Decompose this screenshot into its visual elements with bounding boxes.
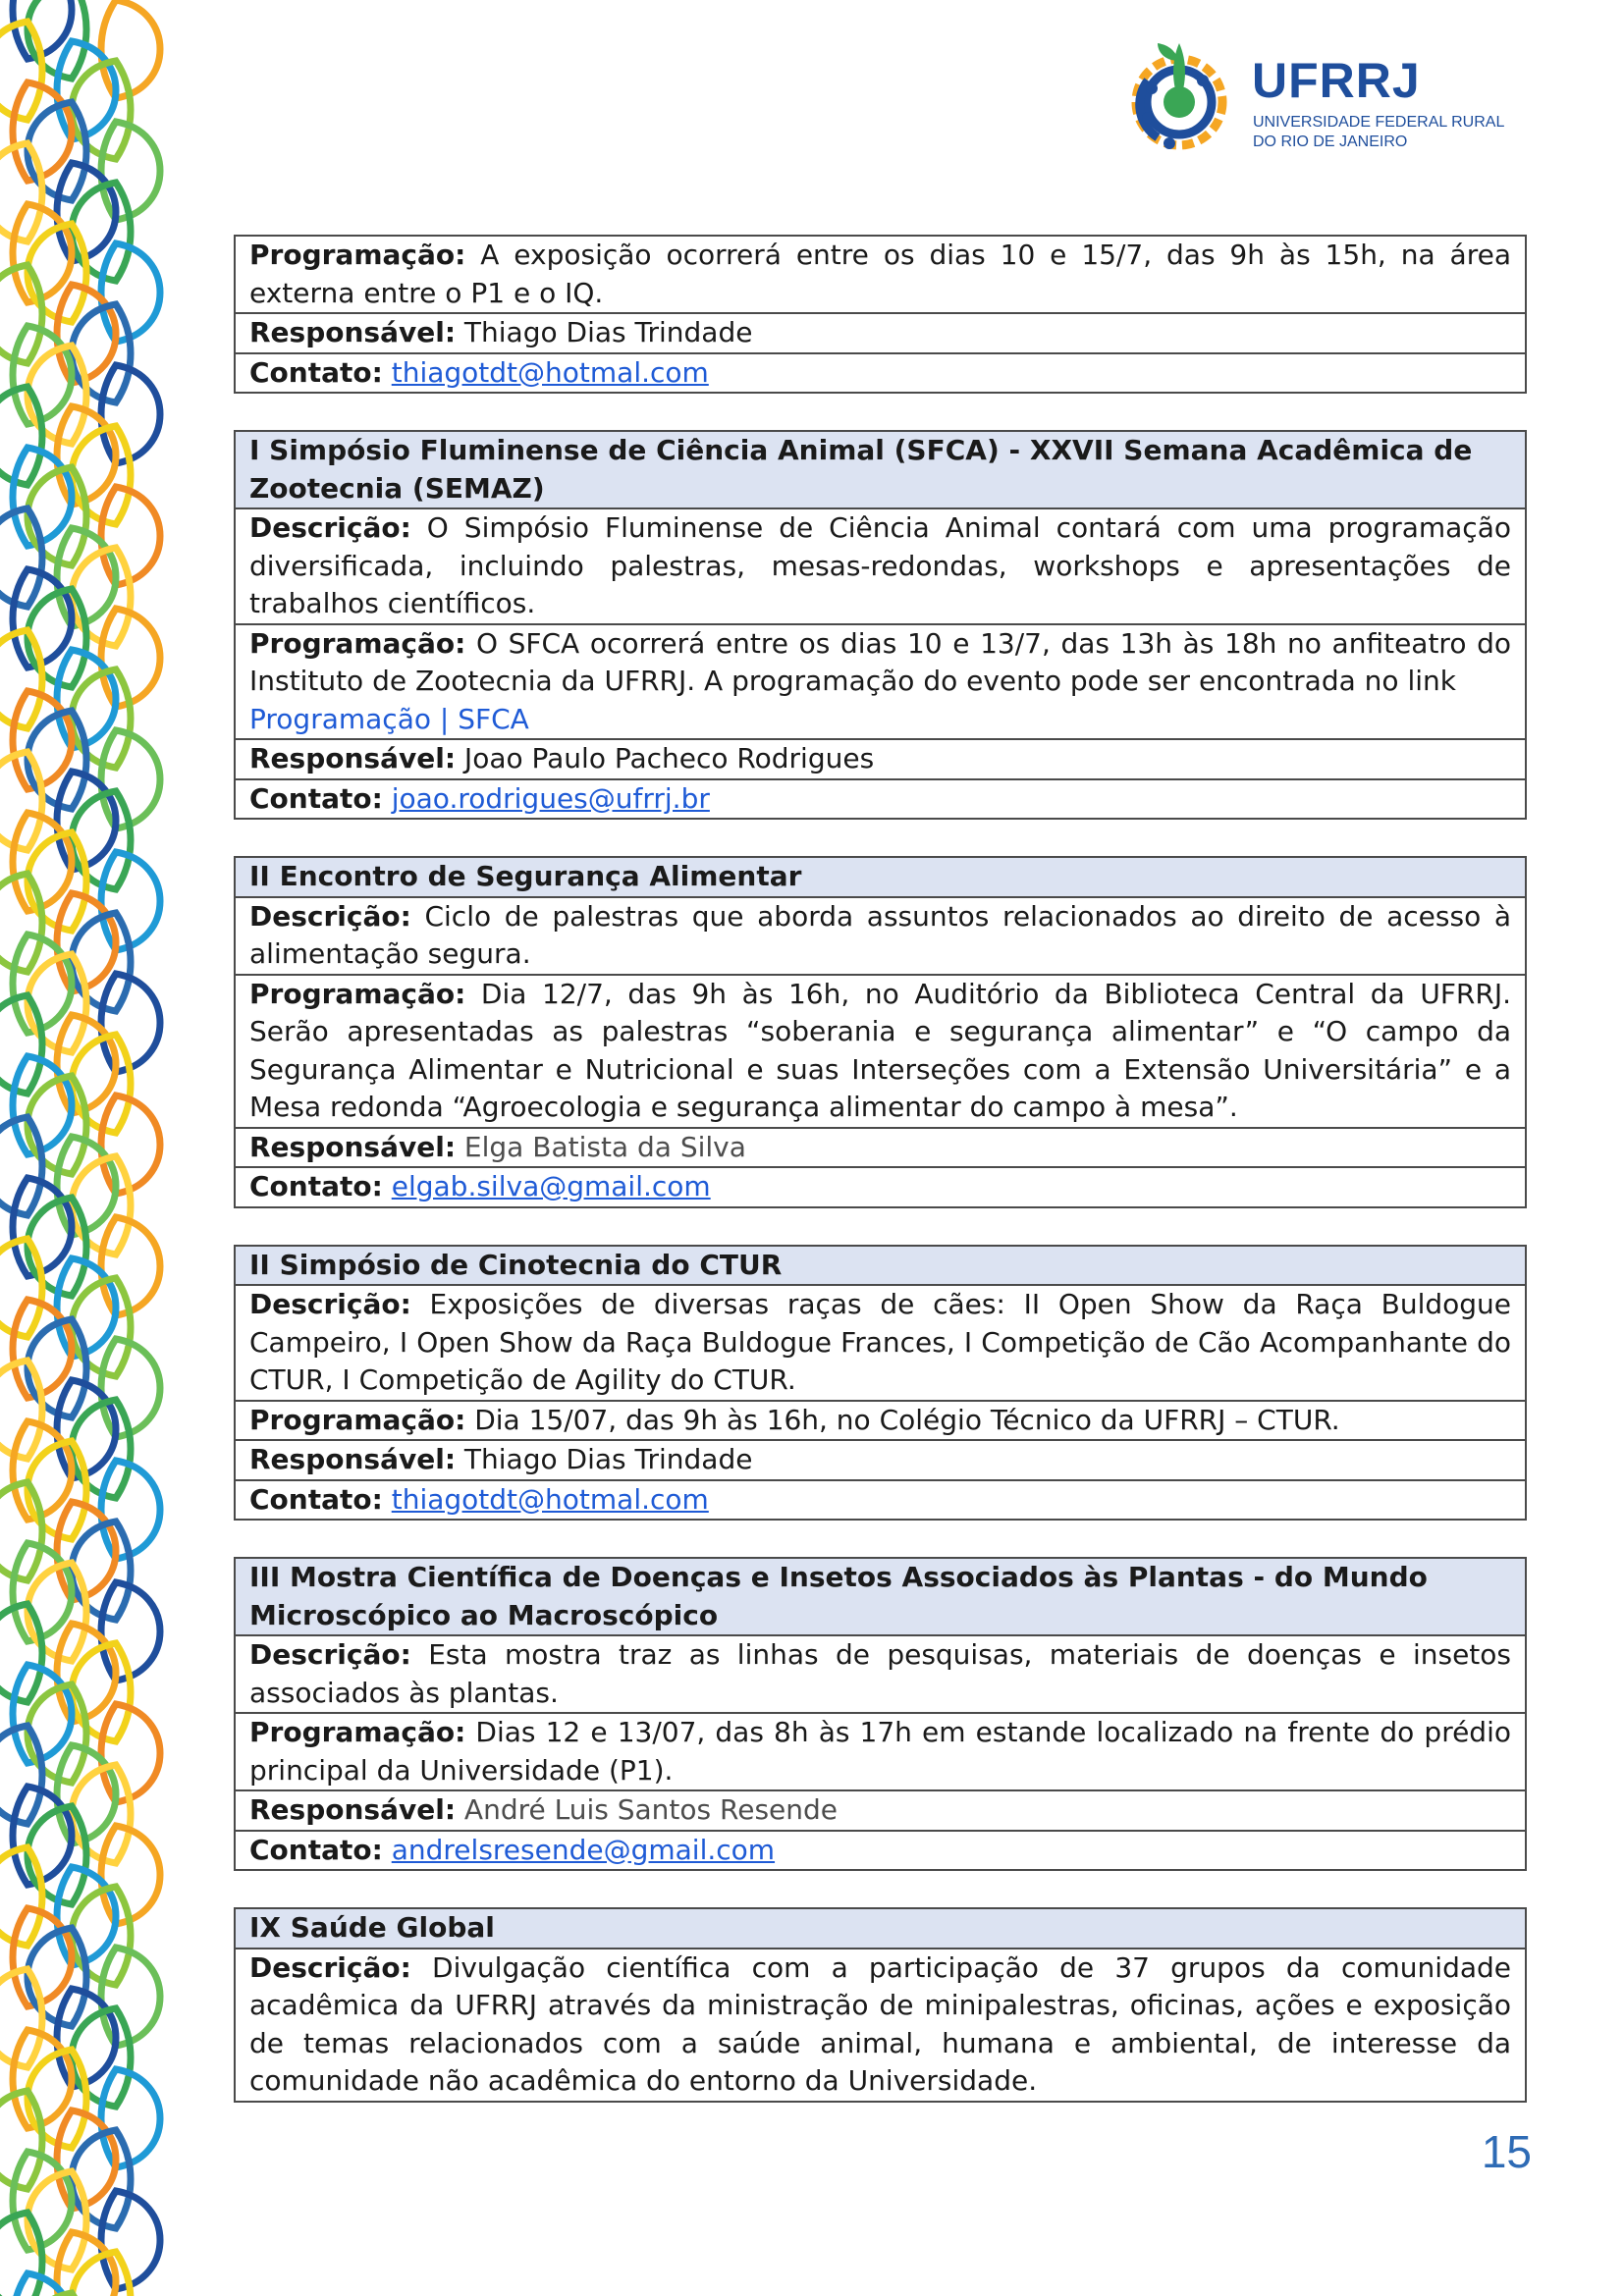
page-number: 15: [1481, 2126, 1532, 2177]
decorative-leaf: [101, 1339, 160, 1437]
decorative-leaf: [101, 730, 160, 828]
decorative-leaf: [27, 589, 86, 687]
events-list: [234, 235, 1527, 2139]
decorative-leaf: [57, 1502, 116, 1600]
decorative-leaf: [27, 1319, 86, 1417]
event-row-programacao: [236, 974, 1525, 1127]
decorative-leaf: [13, 2152, 72, 2250]
row-label: Responsável:: [249, 316, 457, 348]
decorative-leaf: [0, 630, 42, 728]
decorative-leaf: [0, 1361, 42, 1459]
decorative-leaf: [0, 22, 42, 120]
decorative-leaf: [72, 2008, 131, 2107]
event-title: I Simpósio Fluminense de Ciência Animal (SFCA) - XXVII Semana Acadêmica de Zootecnia (SEMAZ): [236, 432, 1525, 507]
event-row-responsavel: [236, 1789, 1525, 1830]
event-title: II Simpósio de Cinotecnia do CTUR: [236, 1247, 1525, 1285]
decorative-leaf: [57, 1989, 116, 2087]
decorative-leaf: [72, 1522, 131, 1620]
decorative-leaf: [101, 0, 160, 98]
event-row-responsavel: [236, 1439, 1525, 1479]
decorative-leaf: [101, 243, 160, 342]
event-row-programacao: [236, 1712, 1525, 1789]
decorative-leaf: [57, 2110, 116, 2209]
row-text: Esta mostra traz as linhas de pesquisas, materiais de doenças e insetos associados às plantas.: [249, 1638, 1511, 1709]
row-label: Programação:: [249, 1716, 466, 1748]
decorative-leaf: [13, 204, 72, 302]
decorative-leaf-border: [0, 0, 226, 2296]
event-row-contato: [236, 778, 1525, 819]
row-label: Descrição:: [249, 1288, 411, 1320]
decorative-leaf: [27, 1563, 86, 1661]
decorative-leaf: [72, 1887, 131, 1985]
decorative-leaf: [13, 1543, 72, 1641]
decorative-leaf: [0, 1239, 42, 1337]
row-label: Contato:: [249, 1482, 383, 1516]
decorative-leaf: [13, 1056, 72, 1154]
decorative-leaf: [57, 1015, 116, 1113]
decorative-leaf: [27, 832, 86, 931]
decorative-leaf: [57, 772, 116, 870]
contact-email-link[interactable]: elgab.silva@gmail.com: [391, 1170, 711, 1202]
row-text: Divulgação científica com a participação de 37 grupos da comunidade acadêmica da UFRRJ através da ministração de minipalestras, oficinas, ações e exposição de temas relacionados com a saúde animal, humana e ambiental, de interesse da comunidade não acadêmica do entorno da Universidade.: [249, 1950, 1511, 2097]
event-row-programacao: [236, 237, 1525, 312]
row-label: Contato:: [249, 355, 383, 389]
decorative-leaf: [13, 691, 72, 789]
decorative-leaf: [27, 711, 86, 809]
decorative-leaf: [27, 1928, 86, 2026]
decorative-leaf: [13, 1421, 72, 1520]
decorative-leaf: [0, 752, 42, 850]
decorative-leaf: [57, 650, 116, 748]
row-label: Responsável:: [249, 742, 457, 774]
decorative-leaf: [13, 1665, 72, 1763]
decorative-leaf: [0, 1969, 42, 2067]
decorative-leaf: [0, 1482, 42, 1580]
event-table: [234, 1245, 1527, 1522]
decorative-leaf: [101, 1095, 160, 1194]
decorative-leaf: [57, 285, 116, 383]
row-text: Exposições de diversas raças de cães: II Open Show da Raça Buldogue Campeiro, I Open Show da Raça Buldogue Frances, I Competição de Cão Acompanhante do CTUR, I Competição de Agility do CTUR.: [249, 1288, 1511, 1396]
row-label: Programação:: [249, 977, 466, 1010]
decorative-leaf: [27, 102, 86, 200]
decorative-leaf: [27, 1076, 86, 1174]
decorative-leaf: [57, 1258, 116, 1357]
decorative-leaf: [72, 548, 131, 646]
row-label: Descrição:: [249, 1950, 411, 1984]
event-table: [234, 430, 1527, 820]
decorative-leaf: [101, 1461, 160, 1559]
ufrrj-logo: [1114, 22, 1527, 169]
decorative-leaf: [101, 852, 160, 950]
row-text: A exposição ocorrerá entre os dias 10 e 15/7, das 9h às 15h, na área externa entre o P1 e o IQ.: [249, 239, 1511, 309]
decorative-leaf: [27, 2050, 86, 2148]
decorative-leaf: [0, 387, 42, 485]
event-title: III Mostra Científica de Doenças e Insetos Associados às Plantas - do Mundo Microscópico ao Macroscópico: [236, 1559, 1525, 1634]
decorative-leaf: [72, 669, 131, 768]
decorative-leaf: [72, 61, 131, 159]
decorative-leaf: [72, 1765, 131, 1863]
decorative-leaf: [57, 1624, 116, 1722]
row-label: Responsável:: [249, 1793, 457, 1826]
decorative-leaf: [72, 2130, 131, 2228]
logo-subtitle: UNIVERSIDADE FEDERAL RURAL DO RIO DE JANEIRO: [1253, 114, 1504, 150]
event-row-contato: [236, 1479, 1525, 1520]
decorative-leaf: [72, 304, 131, 402]
decorative-leaf: [57, 528, 116, 626]
row-label: Programação:: [249, 626, 466, 660]
row-label: Programação:: [249, 239, 466, 271]
event-row-descricao: [236, 1284, 1525, 1400]
row-text: Ciclo de palestras que aborda assuntos relacionados ao direito de acesso à alimentação segura.: [249, 899, 1511, 970]
decorative-leaf: [57, 1137, 116, 1235]
decorative-leaf: [57, 41, 116, 139]
decorative-leaf: [13, 326, 72, 424]
decorative-leaf: [57, 406, 116, 505]
decorative-leaf: [13, 1787, 72, 1885]
event-row-programacao: [236, 623, 1525, 739]
event-row-contato: [236, 1830, 1525, 1870]
row-text: O SFCA ocorrerá entre os dias 10 e 13/7, das 13h às 18h no anfiteatro do Instituto de Zootecnia da UFRRJ. A programação do evento pode ser encontrada no link: [249, 626, 1511, 697]
row-label: Responsável:: [249, 1443, 457, 1475]
decorative-leaf: [101, 1826, 160, 1924]
decorative-leaf: [27, 1441, 86, 1539]
decorative-leaf: [101, 609, 160, 707]
decorative-leaf: [13, 934, 72, 1033]
decorative-leaf: [57, 163, 116, 261]
event-row-responsavel: [236, 1127, 1525, 1167]
event-table: [234, 856, 1527, 1208]
row-text: Dia 12/7, das 9h às 16h, no Auditório da Biblioteca Central da UFRRJ. Serão apresentadas as palestras “soberania e segurança alimentar” e “O campo da Segurança Alimentar e Nutricional e suas Interseções com a Extensão Universitária” e a Mesa redonda “Agroecologia e segurança alimentar do campo à mesa”.: [249, 977, 1511, 1123]
logo-name: UFRRJ: [1252, 53, 1421, 108]
event-table: [234, 235, 1527, 394]
event-row-descricao: [236, 896, 1525, 974]
event-title: IX Saúde Global: [236, 1909, 1525, 1948]
event-row-descricao: [236, 1948, 1525, 2101]
event-row-responsavel: [236, 738, 1525, 778]
event-row-responsavel: [236, 312, 1525, 352]
decorative-leaf: [13, 569, 72, 667]
event-row-descricao: [236, 507, 1525, 623]
decorative-leaf: [72, 791, 131, 889]
row-text: Dia 15/07, das 9h às 16h, no Colégio Técnico da UFRRJ – CTUR.: [465, 1403, 1340, 1436]
decorative-leaf: [13, 1908, 72, 2006]
decorative-leaf: [27, 346, 86, 444]
decorative-leaf: [13, 1300, 72, 1398]
decorative-leaf: [57, 1867, 116, 1965]
contact-email-link[interactable]: thiagotdt@hotmal.com: [391, 355, 709, 389]
decorative-leaf: [57, 1380, 116, 1478]
decorative-leaf: [27, 1684, 86, 1783]
row-label: Contato:: [249, 1170, 383, 1202]
row-text: Dias 12 e 13/07, das 8h às 17h em estande localizado na frente do prédio principal da Universidade (P1).: [249, 1716, 1511, 1787]
decorative-leaf: [27, 1806, 86, 1904]
decorative-leaf: [0, 265, 42, 363]
decorative-leaf: [27, 1198, 86, 1296]
decorative-leaf: [0, 995, 42, 1094]
decorative-leaf: [0, 1604, 42, 1702]
event-table: [234, 1907, 1527, 2103]
row-label: Programação:: [249, 1403, 466, 1436]
contact-email-link[interactable]: thiagotdt@hotmal.com: [391, 1482, 709, 1516]
decorative-leaf: [57, 893, 116, 991]
event-row-contato: [236, 1166, 1525, 1206]
decorative-leaf: [72, 913, 131, 1011]
decorative-leaf: [27, 224, 86, 322]
decorative-leaf: [101, 2191, 160, 2289]
decorative-leaf: [0, 508, 42, 607]
row-label: Contato:: [249, 1833, 383, 1866]
decorative-leaf: [101, 974, 160, 1072]
decorative-leaf: [13, 1178, 72, 1276]
decorative-leaf: [72, 1156, 131, 1255]
decorative-leaf: [72, 183, 131, 281]
row-text: Elga Batista da Silva: [456, 1130, 746, 1163]
decorative-leaf: [13, 448, 72, 546]
event-program-link[interactable]: Programação | SFCA: [249, 702, 529, 735]
row-text: Thiago Dias Trindade: [456, 316, 753, 348]
event-row-programacao: [236, 1400, 1525, 1440]
decorative-leaf: [0, 1726, 42, 1824]
decorative-leaf: [101, 1217, 160, 1315]
decorative-leaf: [72, 1278, 131, 1376]
decorative-leaf: [101, 2069, 160, 2167]
decorative-leaf: [101, 1948, 160, 2046]
event-title: II Encontro de Segurança Alimentar: [236, 858, 1525, 896]
decorative-leaf: [27, 467, 86, 565]
row-text: André Luis Santos Resende: [456, 1793, 839, 1826]
row-text: Thiago Dias Trindade: [456, 1443, 753, 1475]
decorative-leaf: [101, 487, 160, 585]
contact-email-link[interactable]: andrelsresende@gmail.com: [391, 1833, 776, 1866]
decorative-leaf: [101, 365, 160, 463]
decorative-leaf: [101, 1704, 160, 1802]
decorative-leaf: [0, 1117, 42, 1215]
decorative-leaf: [57, 1745, 116, 1843]
decorative-leaf: [13, 82, 72, 181]
row-label: Contato:: [249, 781, 383, 815]
decorative-leaf: [27, 954, 86, 1052]
ufrrj-emblem-icon: [1114, 22, 1242, 169]
contact-email-link[interactable]: joao.rodrigues@ufrrj.br: [391, 781, 710, 815]
decorative-leaf: [0, 2091, 42, 2189]
row-label: Responsável:: [249, 1130, 457, 1163]
decorative-leaf: [72, 426, 131, 524]
event-table: [234, 1557, 1527, 1871]
row-label: Descrição:: [249, 899, 411, 933]
decorative-leaf: [101, 122, 160, 220]
row-text: Joao Paulo Pacheco Rodrigues: [456, 742, 875, 774]
row-label: Descrição:: [249, 511, 411, 544]
decorative-leaf: [72, 1035, 131, 1133]
decorative-leaf: [72, 1643, 131, 1741]
decorative-leaf: [101, 1582, 160, 1681]
decorative-leaf: [27, 2171, 86, 2269]
decorative-leaf: [13, 2030, 72, 2128]
decorative-leaf: [13, 813, 72, 911]
decorative-leaf: [0, 1847, 42, 1946]
decorative-leaf: [72, 1400, 131, 1498]
row-text: O Simpósio Fluminense de Ciência Animal contará com uma programação diversificada, incluindo palestras, mesas-redondas, workshops e apresentações de trabalhos científicos.: [249, 511, 1511, 619]
event-row-descricao: [236, 1634, 1525, 1712]
row-label: Descrição:: [249, 1638, 411, 1671]
event-row-contato: [236, 352, 1525, 393]
decorative-leaf: [0, 874, 42, 972]
decorative-leaf: [0, 143, 42, 241]
